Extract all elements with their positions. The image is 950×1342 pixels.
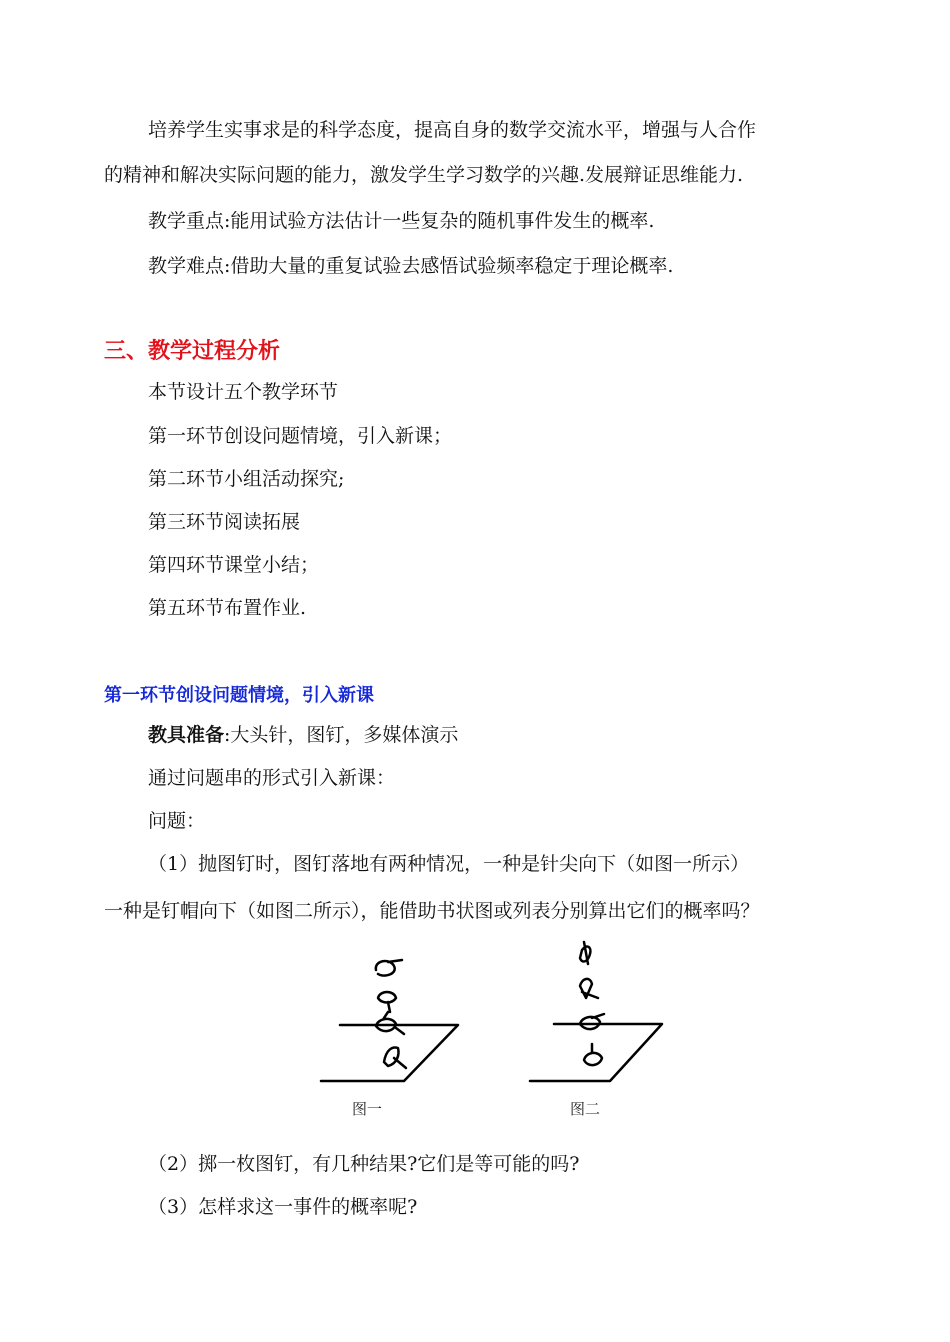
figure-two-caption: 图二: [570, 1100, 601, 1118]
figure-one: [318, 950, 468, 1085]
figure-one-caption: 图一: [352, 1100, 383, 1118]
paragraph-line: 培养学生实事求是的科学态度，提高自身的数学交流水平，增强与人合作: [148, 119, 757, 141]
plane-outline: [321, 1025, 458, 1081]
tack-1: [376, 960, 402, 976]
question-2: （2）掷一枚图钉，有几种结果?它们是等可能的吗?: [148, 1153, 580, 1175]
tack-4: [584, 1044, 602, 1065]
step-item: 第二环节小组活动探究;: [148, 468, 345, 490]
paragraph-line: 的精神和解决实际问题的能力，激发学生学习数学的兴趣.发展辩证思维能力.: [104, 164, 744, 186]
step-item: 第五环节布置作业.: [148, 597, 307, 619]
tack-2: [378, 992, 396, 1012]
tools-value: :大头针，图钉，多媒体演示: [224, 724, 459, 746]
tack-3: [580, 1014, 604, 1029]
tack-3: [376, 1012, 404, 1034]
step-item: 第四环节课堂小结；: [148, 554, 320, 576]
question-label: 问题：: [148, 810, 206, 832]
step-item: 第三环节阅读拓展: [148, 511, 301, 533]
section-heading: 三、教学过程分析: [104, 339, 281, 364]
figure-two: [526, 940, 676, 1085]
question-1-line-2: 一种是钉帽向下（如图二所示），能借助书状图或列表分别算出它们的概率吗？: [104, 900, 760, 922]
question-1-line-1: （1）抛图钉时，图钉落地有两种情况，一种是针尖向下（如图一所示）: [148, 853, 750, 875]
tools-label: 教具准备: [148, 724, 225, 746]
tack-4: [384, 1048, 406, 1068]
question-3: （3）怎样求这一事件的概率呢?: [148, 1196, 418, 1218]
section-intro: 本节设计五个教学环节: [148, 381, 339, 403]
subsection-heading: 第一环节创设问题情境，引入新课: [104, 685, 374, 706]
tack-1: [580, 942, 590, 964]
tack-2: [580, 979, 598, 998]
step-item: 第一环节创设问题情境，引入新课；: [148, 425, 453, 447]
tools-line: [148, 723, 458, 747]
key-point: 教学重点:能用试验方法估计一些复杂的随机事件发生的概率.: [148, 210, 655, 232]
intro-line: 通过问题串的形式引入新课：: [148, 767, 396, 789]
difficult-point: 教学难点:借助大量的重复试验去感悟试验频率稳定于理论概率.: [148, 255, 674, 277]
